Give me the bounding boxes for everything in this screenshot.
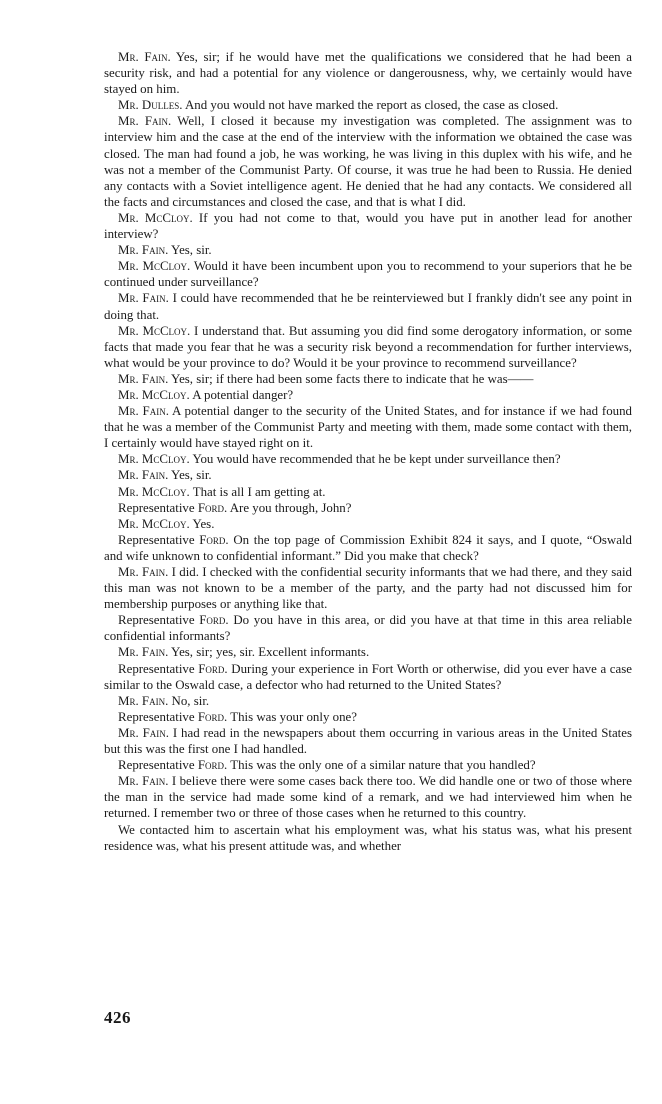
speech-text: If you had not come to that, would you have put in another lead for another interview? — [104, 210, 632, 242]
transcript-paragraph — [104, 822, 632, 854]
speaker-name: Mr. Fain. — [118, 291, 169, 306]
speech-text: This was your only one? — [227, 709, 357, 724]
speech-text: And you would not have marked the report as closed, the case as closed. — [182, 98, 559, 113]
transcript-paragraph — [104, 451, 632, 467]
transcript-body — [104, 49, 632, 854]
speaker-name: Ford. — [199, 613, 229, 628]
speaker-name: Mr. Fain. — [118, 645, 169, 660]
speech-text: No, sir. — [168, 693, 210, 708]
transcript-paragraph — [104, 693, 632, 709]
speaker-prefix: Representative — [118, 709, 198, 724]
transcript-paragraph — [104, 484, 632, 500]
transcript-paragraph — [104, 371, 632, 387]
transcript-paragraph — [104, 258, 632, 290]
speech-text: I understand that. But assuming you did find some derogatory information, or some facts that made you fear that he was a security risk beyond a recommendation for further interviews, what would be your province to do? Would it be your province to recommend surveillance? — [104, 323, 632, 370]
speech-text: On the top page of Commission Exhibit 824 it says, and I quote, “Oswald and wife unknown to confidential informant.” Did you make that check? — [104, 532, 632, 563]
speech-text: You would have recommended that he be kept under surveillance then? — [189, 452, 561, 467]
speaker-name: Mr. McCloy. — [118, 323, 191, 338]
speaker-name: Mr. McCloy. — [118, 516, 190, 531]
speech-text: Would it have been incumbent upon you to recommend to your superiors that he be continued under surveillance? — [104, 259, 632, 290]
speaker-name: Mr. McCloy. — [118, 484, 190, 499]
speech-text: Well, I closed it because my investigation was completed. The assignment was to interview him and the case at the end of the interview with the information we obtained the case was closed. The man had found a job, he was working, he was living in this duplex with his wife, and he was not a member of the Communist Party. Of course, it was true he had been to Russia. He denied any contacts with a Soviet intelligence agent. He denied that he had any contacts. We considered all the facts and circumstances and closed the case, and that is what I did. — [104, 114, 632, 209]
speaker-name: Mr. Fain. — [118, 114, 172, 129]
speech-text: A potential danger to the security of the United States, and for instance if we had found that he was a member of the Communist Party and meeting with them, made some contact with them, I certainly would have stayed right on it. — [104, 404, 632, 451]
speaker-name: Mr. McCloy. — [118, 387, 190, 402]
speaker-prefix: We contacted him to ascertain what his employment was, what his status was, what his present residence was, what his present attitude was, and whether — [104, 822, 632, 853]
speech-text: I had read in the newspapers about them occurring in various areas in the United States but this was the first one I had handled. — [104, 725, 632, 757]
speech-text: During your experience in Fort Worth or otherwise, did you ever have a case similar to the Oswald case, a defector who had returned to the United States? — [104, 661, 632, 692]
transcript-paragraph — [104, 290, 632, 322]
speaker-name: Mr. McCloy. — [118, 210, 193, 225]
transcript-paragraph — [104, 97, 632, 113]
speaker-name: Mr. Fain. — [118, 468, 169, 483]
speech-text: Yes, sir; yes, sir. Excellent informants. — [168, 645, 370, 660]
transcript-paragraph — [104, 210, 632, 242]
speaker-prefix: Representative — [118, 532, 200, 547]
speech-text: Yes. — [189, 516, 215, 531]
speech-text: Yes, sir. — [168, 468, 212, 483]
transcript-paragraph — [104, 387, 632, 403]
transcript-paragraph — [104, 564, 632, 612]
transcript-paragraph — [104, 403, 632, 451]
speech-text: Yes, sir. — [168, 243, 212, 258]
transcript-paragraph — [104, 500, 632, 516]
speaker-name: Ford. — [197, 758, 228, 773]
transcript-paragraph — [104, 516, 632, 532]
transcript-paragraph — [104, 709, 632, 725]
transcript-paragraph — [104, 644, 632, 660]
transcript-paragraph — [104, 757, 632, 773]
speech-text: That is all I am getting at. — [189, 484, 326, 499]
speech-text: I did. I checked with the confidential security informants that we had there, and they said this man was not known to be a member of the party, and the party had not discussed him for membership purposes or anything like that. — [104, 565, 632, 612]
page-number: 426 — [104, 1008, 131, 1027]
speech-text: Do you have in this area, or did you have at that time in this area reliable confidential informants? — [104, 613, 632, 644]
speaker-name: Mr. Fain. — [118, 371, 169, 386]
speaker-name: Mr. Dulles. — [118, 98, 183, 113]
transcript-paragraph — [104, 661, 632, 693]
transcript-paragraph — [104, 49, 632, 97]
speaker-prefix: Representative — [118, 758, 198, 773]
transcript-paragraph — [104, 323, 632, 371]
speaker-name: Ford. — [197, 709, 228, 724]
speaker-name: Mr. Fain. — [118, 404, 169, 419]
transcript-paragraph — [104, 532, 632, 564]
speaker-name: Mr. Fain. — [118, 565, 169, 579]
speaker-name: Mr. Fain. — [118, 725, 169, 740]
speaker-prefix: Representative — [118, 661, 199, 676]
transcript-paragraph — [104, 467, 632, 483]
transcript-paragraph — [104, 113, 632, 210]
speech-text: I could have recommended that he be reinterviewed but I frankly didn't see any point in doing that. — [104, 291, 632, 322]
speech-text: Are you through, John? — [227, 500, 352, 515]
speech-text: A potential danger? — [189, 387, 294, 402]
transcript-paragraph — [104, 725, 632, 757]
transcript-paragraph — [104, 242, 632, 258]
speaker-prefix: Representative — [118, 613, 200, 628]
speaker-name: Mr. McCloy. — [118, 259, 191, 274]
speaker-name: Mr. Fain. — [118, 774, 169, 789]
transcript-paragraph — [104, 773, 632, 821]
speech-text: Yes, sir; if there had been some facts there to indicate that he was—— — [168, 371, 534, 386]
speech-text: I believe there were some cases back there too. We did handle one or two of those where the man in the service had made some kind of a remark, and we had interviewed him when he returned. I remember two or three of those cases when he returned to this country. — [104, 774, 632, 821]
speaker-name: Ford. — [197, 500, 228, 515]
speech-text: Yes, sir; if he would have met the qualifications we considered that he had been a security risk, and had a potential for any violence or dangerousness, why, we certainly would have stayed on him. — [104, 50, 632, 97]
speaker-name: Mr. Fain. — [118, 50, 171, 64]
speaker-name: Mr. McCloy. — [118, 452, 190, 467]
speaker-name: Ford. — [199, 532, 229, 547]
speaker-name: Mr. Fain. — [118, 243, 169, 258]
speaker-name: Ford. — [198, 661, 228, 676]
transcript-paragraph — [104, 612, 632, 644]
speaker-name: Mr. Fain. — [118, 693, 169, 708]
speech-text: This was the only one of a similar nature that you handled? — [227, 758, 536, 773]
speaker-prefix: Representative — [118, 500, 198, 515]
